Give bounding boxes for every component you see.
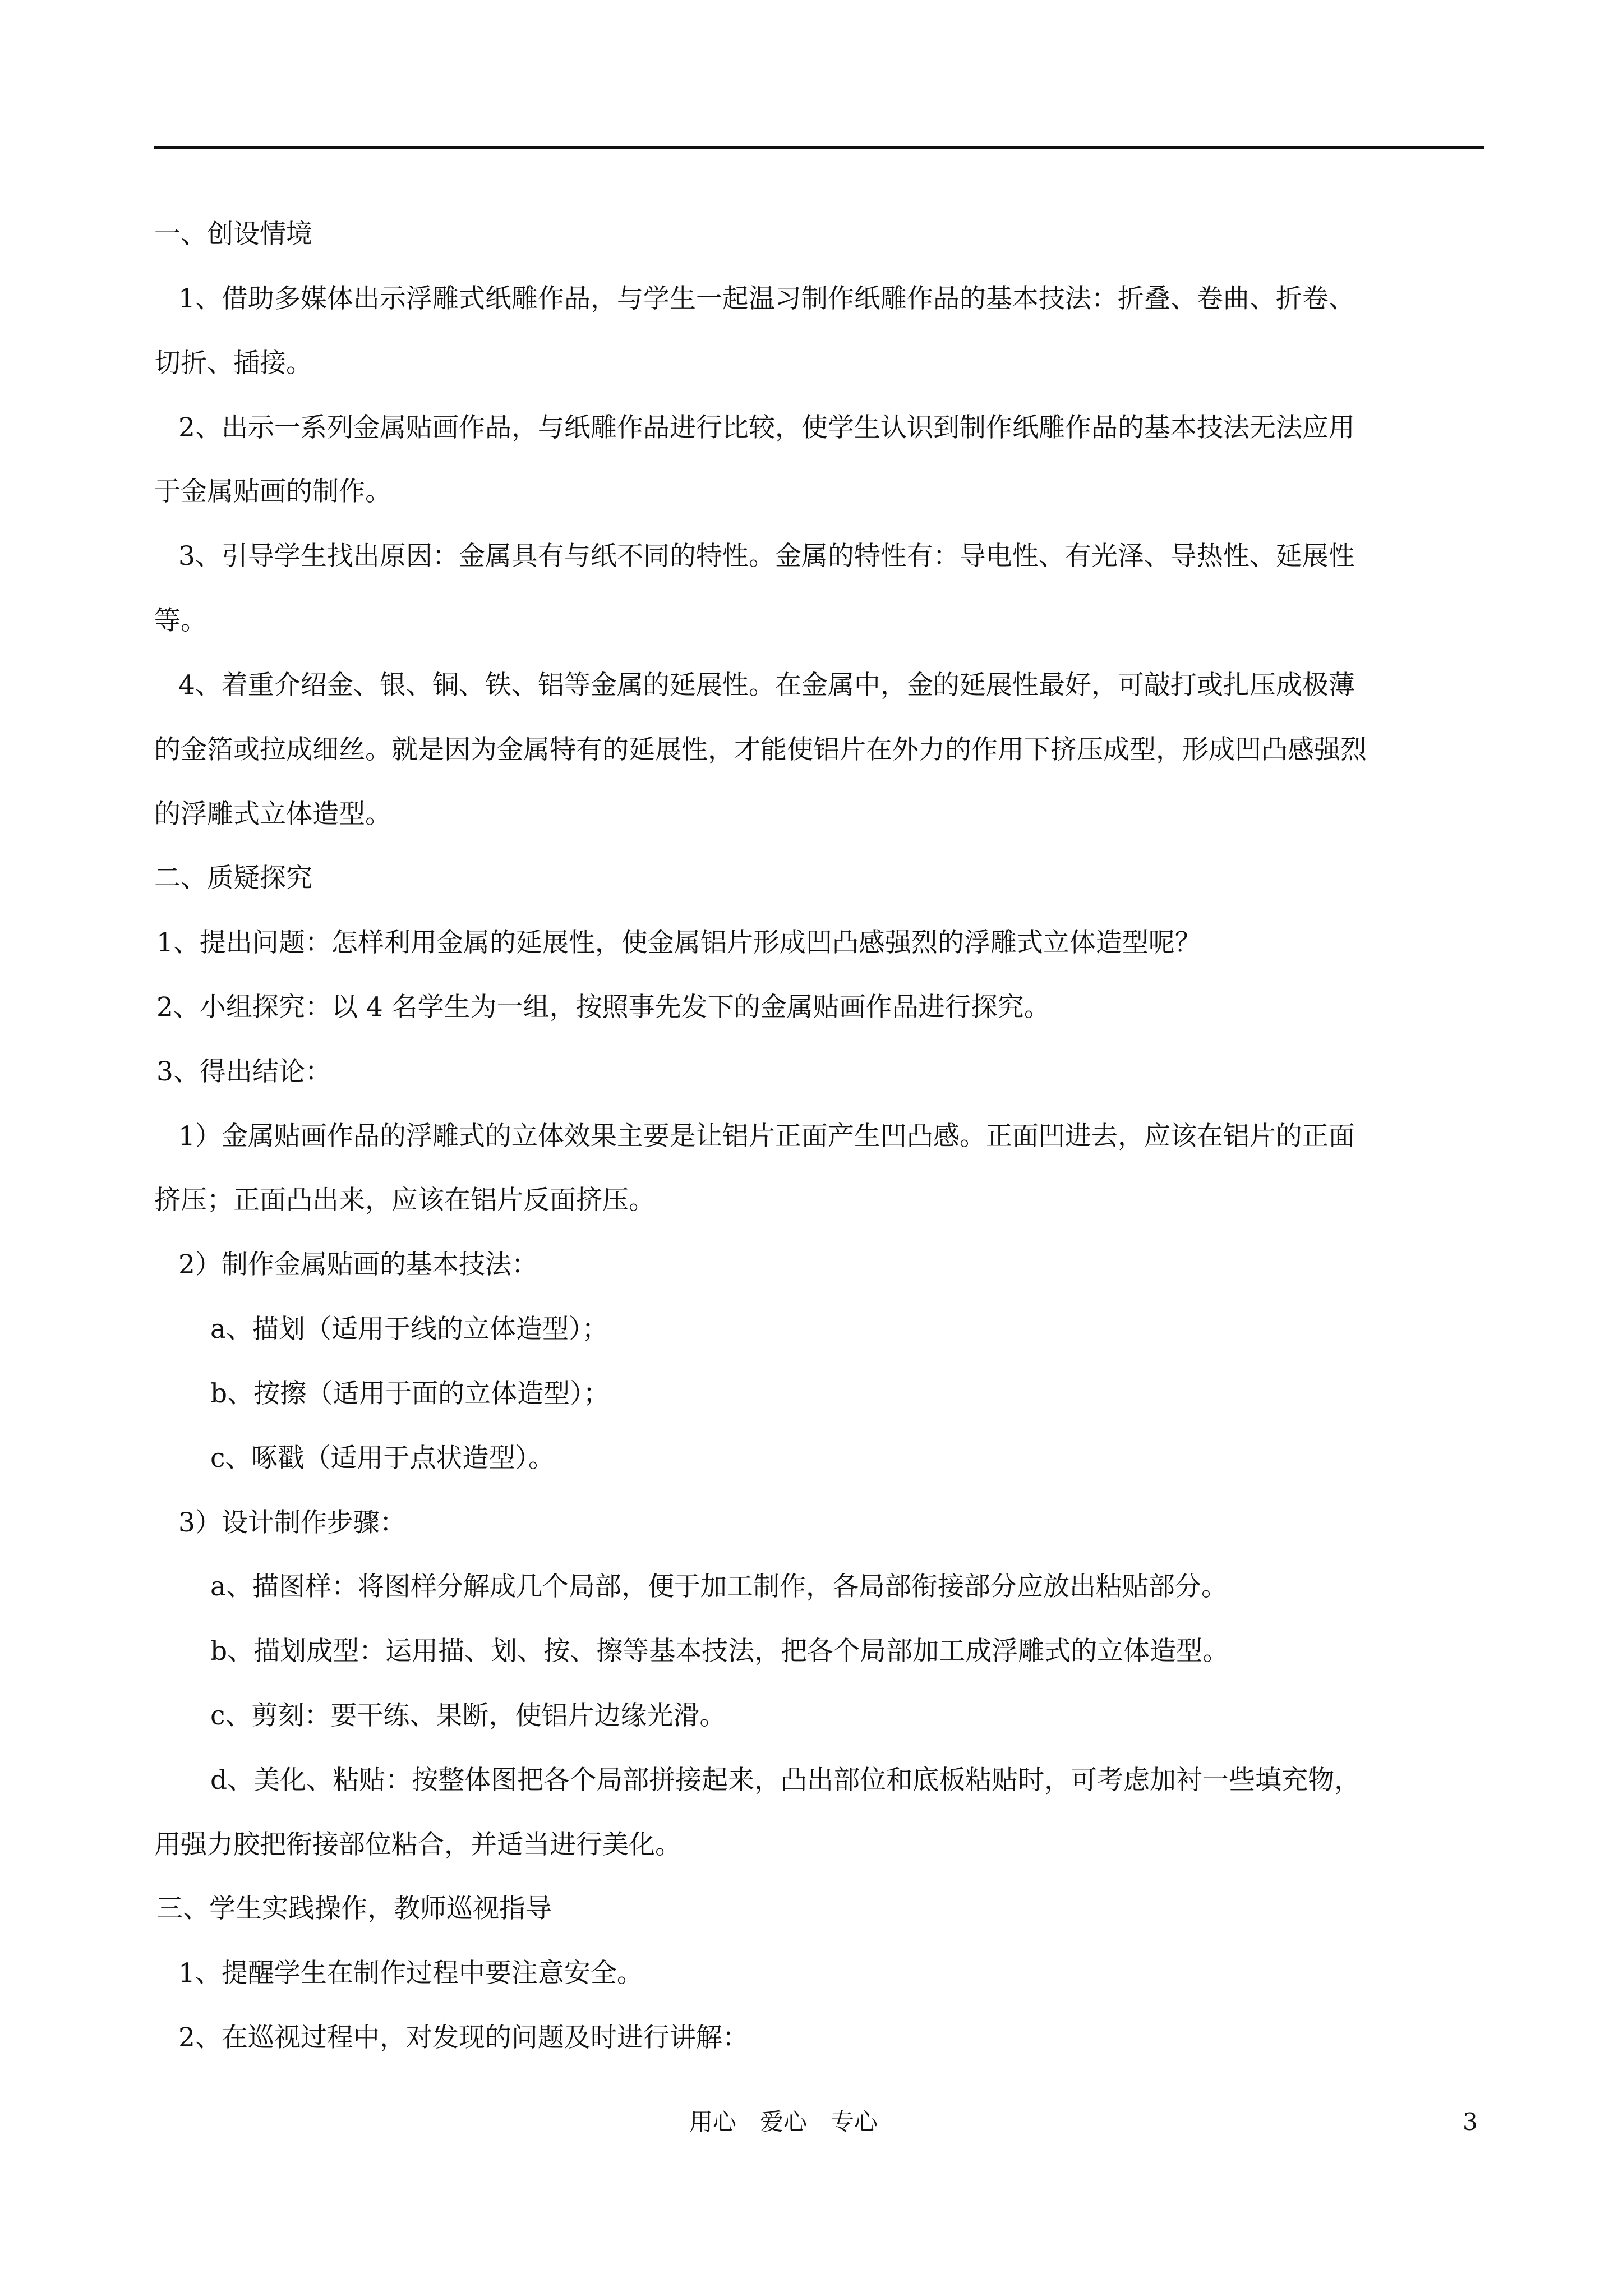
paragraph-line: 等。 — [154, 605, 207, 636]
list-item: b、按擦（适用于面的立体造型）； — [210, 1378, 610, 1409]
list-item: c、啄戳（适用于点状造型）。 — [210, 1443, 555, 1474]
page-number: 3 — [1463, 2108, 1478, 2136]
paragraph-line: 4、着重介绍金、银、铜、铁、铝等金属的延展性。在金属中，金的延展性最好，可敲打或扎压成极薄 — [178, 670, 1355, 701]
paragraph-line: 切折、插接。 — [154, 348, 312, 379]
footer-motto: 用心 爱心 专心 — [689, 2108, 878, 2136]
list-item: 2、在巡视过程中，对发现的问题及时进行讲解： — [178, 2022, 749, 2053]
list-item: b、描划成型：运用描、划、按、擦等基本技法，把各个局部加工成浮雕式的立体造型。 — [210, 1636, 1229, 1667]
section-heading: 一、创设情境 — [154, 219, 312, 250]
list-item: a、描划（适用于线的立体造型）； — [210, 1314, 608, 1345]
paragraph-line: 的金箔或拉成细丝。就是因为金属特有的延展性，才能使铝片在外力的作用下挤压成型，形成凹凸感强烈 — [154, 734, 1367, 765]
paragraph-line: 3、引导学生找出原因：金属具有与纸不同的特性。金属的特性有：导电性、有光泽、导热性、延展性 — [178, 541, 1355, 572]
header-rule — [154, 146, 1484, 149]
list-item: 1、提醒学生在制作过程中要注意安全。 — [178, 1958, 643, 1989]
paragraph-line: 1、提出问题：怎样利用金属的延展性，使金属铝片形成凹凸感强烈的浮雕式立体造型呢？ — [156, 927, 1201, 958]
paragraph-line: 用强力胶把衔接部位粘合，并适当进行美化。 — [154, 1829, 681, 1860]
paragraph-line: 1）金属贴画作品的浮雕式的立体效果主要是让铝片正面产生凹凸感。正面凹进去，应该在铝片的正面 — [178, 1121, 1355, 1152]
paragraph-line: 挤压；正面凸出来，应该在铝片反面挤压。 — [154, 1185, 655, 1216]
subheading: 3）设计制作步骤： — [178, 1507, 406, 1538]
paragraph-line: 2、出示一系列金属贴画作品，与纸雕作品进行比较，使学生认识到制作纸雕作品的基本技法无法应用 — [178, 412, 1355, 443]
paragraph-line: 2、小组探究：以 4 名学生为一组，按照事先发下的金属贴画作品进行探究。 — [156, 992, 1050, 1023]
list-item: c、剪刻：要干练、果断，使铝片边缘光滑。 — [210, 1700, 726, 1731]
list-item: d、美化、粘贴：按整体图把各个局部拼接起来，凸出部位和底板粘贴时，可考虑加衬一些填充物， — [210, 1765, 1361, 1796]
paragraph-line: 3、得出结论： — [156, 1056, 331, 1087]
section-heading: 二、质疑探究 — [154, 863, 312, 894]
section-heading: 三、学生实践操作，教师巡视指导 — [156, 1893, 552, 1924]
list-item: a、描图样：将图样分解成几个局部，便于加工制作，各局部衔接部分应放出粘贴部分。 — [210, 1571, 1228, 1602]
paragraph-line: 的浮雕式立体造型。 — [154, 799, 391, 830]
paragraph-line: 于金属贴画的制作。 — [154, 476, 391, 507]
subheading: 2）制作金属贴画的基本技法： — [178, 1249, 538, 1280]
paragraph-line: 1、借助多媒体出示浮雕式纸雕作品，与学生一起温习制作纸雕作品的基本技法：折叠、卷曲、折卷、 — [178, 283, 1355, 314]
